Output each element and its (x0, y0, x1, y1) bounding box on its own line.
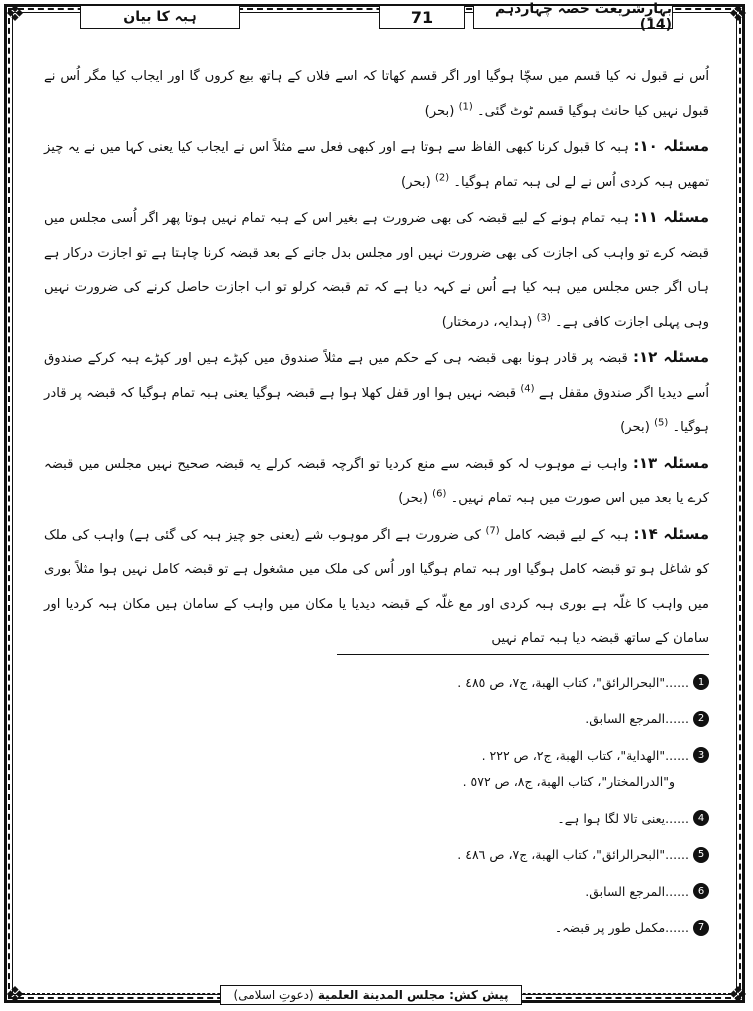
corner-ornament-icon: ❖ (5, 983, 25, 1008)
paragraph-text: ہبہ تمام ہونے کے لیے قبضہ کی بھی ضرورت ہے بغیر اس کے ہبہ تمام نہیں ہوتا پھر اگر اُسی مجلس میں قبضہ کرے تو واہب کی اجازت کی بھی ضرورت نہیں اور مجلس بدل جانے کے بعد قبضہ کرنا چاہتا ہے تو اجازت درکار ہے ہاں اگر جس مجلس میں ہبہ کیا ہے اُس نے کہہ دیا ہے کہ تم قبضہ کرلو تو اب اجازت حاصل کرنے کی ضرورت نہیں وہی پہلی اجازت کافی ہے۔ (44, 211, 709, 330)
paragraph-text: کی ضرورت ہے اگر موہوب شے (یعنی جو چیز ہبہ کی گئی ہے) واہب کی ملک کو شاغل ہو تو قبضہ کامل ہوگیا اور ہبہ تمام ہوگیا اور اُس کی ملک میں مشغول ہے تو قبضہ کامل نہیں ہوا مثلاً بوری میں واہب کا غلّہ ہے بوری ہبہ کردی اور مع غلّہ کے قبضہ دیدیا یا مکان میں واہب کے سامان ہیں مکان ہبہ کردیا اور سامان کے ساتھ قبضہ دیا ہبہ تمام نہیں (44, 527, 709, 646)
footnote (120, 743, 709, 767)
footnote (120, 879, 709, 903)
chapter-title: ہبہ کا بیان (80, 5, 240, 29)
corner-ornament-icon: ❖ (728, 983, 748, 1008)
publisher-name: مجلس المدینة العلمیة (317, 988, 445, 1002)
footnote-number-icon: 2 (693, 711, 709, 727)
footnote-number-icon: 7 (693, 920, 709, 936)
footnote-number-icon: 6 (693, 883, 709, 899)
paragraph (44, 446, 709, 517)
footnote-ref: (5) (654, 417, 669, 429)
masala-label: مسئلہ ۱۴: (633, 524, 710, 543)
paragraph (44, 129, 709, 200)
footnote-text: ......"البحرالرائق"، كتاب الهبة، ج٧، ص ٤٨٥ . (457, 674, 689, 690)
footnotes (120, 670, 709, 952)
publisher-note: (دعوتِ اسلامی) (233, 988, 314, 1002)
footnote (120, 916, 709, 940)
footnote-number-icon: 4 (693, 810, 709, 826)
footnote-text: ......مکمل طور پر قبضہ۔ (554, 920, 689, 935)
footnote-ref: (7) (485, 525, 500, 537)
footnote-number-icon: 5 (693, 847, 709, 863)
page-header (80, 1, 673, 33)
footnote-continuation (120, 770, 675, 794)
footnote-text: ......المرجع السابق. (585, 883, 689, 899)
source-ref: (بحر) (398, 491, 428, 506)
footnote (120, 670, 709, 694)
footnote-text: ......"الهداية"، كتاب الهبة، ج٢، ص ٢٢٢ . (481, 747, 689, 763)
footer-prefix: پیش کش: (449, 988, 509, 1002)
page-number: 71 (379, 5, 465, 29)
footnote (120, 806, 709, 830)
source-ref: (ہدایہ، درمختار) (441, 314, 533, 330)
paragraph (44, 200, 709, 340)
footnote-ref: (2) (434, 172, 450, 184)
paragraph (44, 517, 709, 657)
footnote-divider (337, 654, 709, 655)
corner-ornament-icon: ❖ (728, 2, 748, 27)
masala-label: مسئلہ ۱۳: (632, 453, 709, 472)
source-ref: (بحر) (620, 420, 650, 435)
footnote-number-icon: 1 (693, 674, 709, 690)
footnote-number-icon: 3 (693, 747, 709, 763)
footnote-ref: (1) (458, 101, 473, 113)
masala-label: مسئلہ ۱۲: (632, 348, 709, 366)
paragraph (44, 58, 709, 129)
paragraph-text: قبضہ نہیں ہوا اور قفل کھلا ہوا ہے قبضہ ہوگیا یعنی ہبہ تمام ہوگیا کہ قبضہ پر قادر ہوگیا۔ (44, 385, 709, 435)
book-title: بہارِشریعت حصہ چہاردہم (14) (473, 5, 673, 29)
paragraph-text: ہبہ کے لیے قبضہ کامل (504, 527, 629, 543)
corner-ornament-icon: ❖ (5, 2, 25, 27)
footnote (120, 843, 709, 867)
footnote-text: و"الدرالمختار"، كتاب الهبة، ج٨، ص ٥٧٢ . (462, 774, 675, 789)
footnote-ref: (3) (536, 312, 551, 324)
paragraph-text: ہبہ کا قبول کرنا کبھی الفاظ سے ہوتا ہے اور کبھی فعل سے مثلاً اس نے ایجاب کیا یعنی کہا میں نے یہ چیز تمھیں ہبہ کردی اُس نے لے لی ہبہ تمام ہوگیا۔ (44, 140, 709, 190)
main-text (44, 58, 709, 657)
footnote (120, 707, 709, 731)
source-ref: (بحر) (424, 103, 455, 119)
paragraph-text: واہب نے موہوب لہ کو قبضہ سے منع کردیا تو اگرچہ قبضہ کرلے یہ قبضہ صحیح نہیں مجلس میں قبضہ کرے یا بعد میں اس صورت میں ہبہ تمام نہیں۔ (44, 456, 709, 506)
footnote-text: ......یعنی تالا لگا ہوا ہے۔ (557, 810, 689, 826)
paragraph-text: اُس نے قبول نہ کیا قسم میں سچّا ہوگیا اور اگر قسم کھاتا کہ اسے فلاں کے ہاتھ بیع کروں گا اور ایجاب کیا مگر اُس نے قبول نہیں کیا حانث ہوگیا قسم ٹوٹ گئی۔ (44, 69, 709, 119)
footnote-ref: (4) (520, 383, 535, 395)
footnote-ref: (6) (432, 488, 447, 500)
publisher-footer (220, 985, 522, 1005)
paragraph-text: قبضہ پر قادر ہونا بھی قبضہ ہی کے حکم میں ہے مثلاً صندوق میں کپڑے ہیں اور کپڑے ہبہ کرکے صندوق اُسے دیدیا اگر صندوق مقفل ہے (44, 351, 709, 401)
footnote-text: ......"البحرالرائق"، كتاب الهبة، ج٧، ص ٤٨٦ . (457, 847, 689, 862)
masala-label: مسئلہ ۱۱: (633, 208, 709, 226)
paragraph (44, 340, 709, 446)
footnote-text: ......المرجع السابق. (585, 711, 689, 726)
source-ref: (بحر) (400, 174, 431, 190)
masala-label: مسئلہ ۱۰: (633, 137, 710, 155)
